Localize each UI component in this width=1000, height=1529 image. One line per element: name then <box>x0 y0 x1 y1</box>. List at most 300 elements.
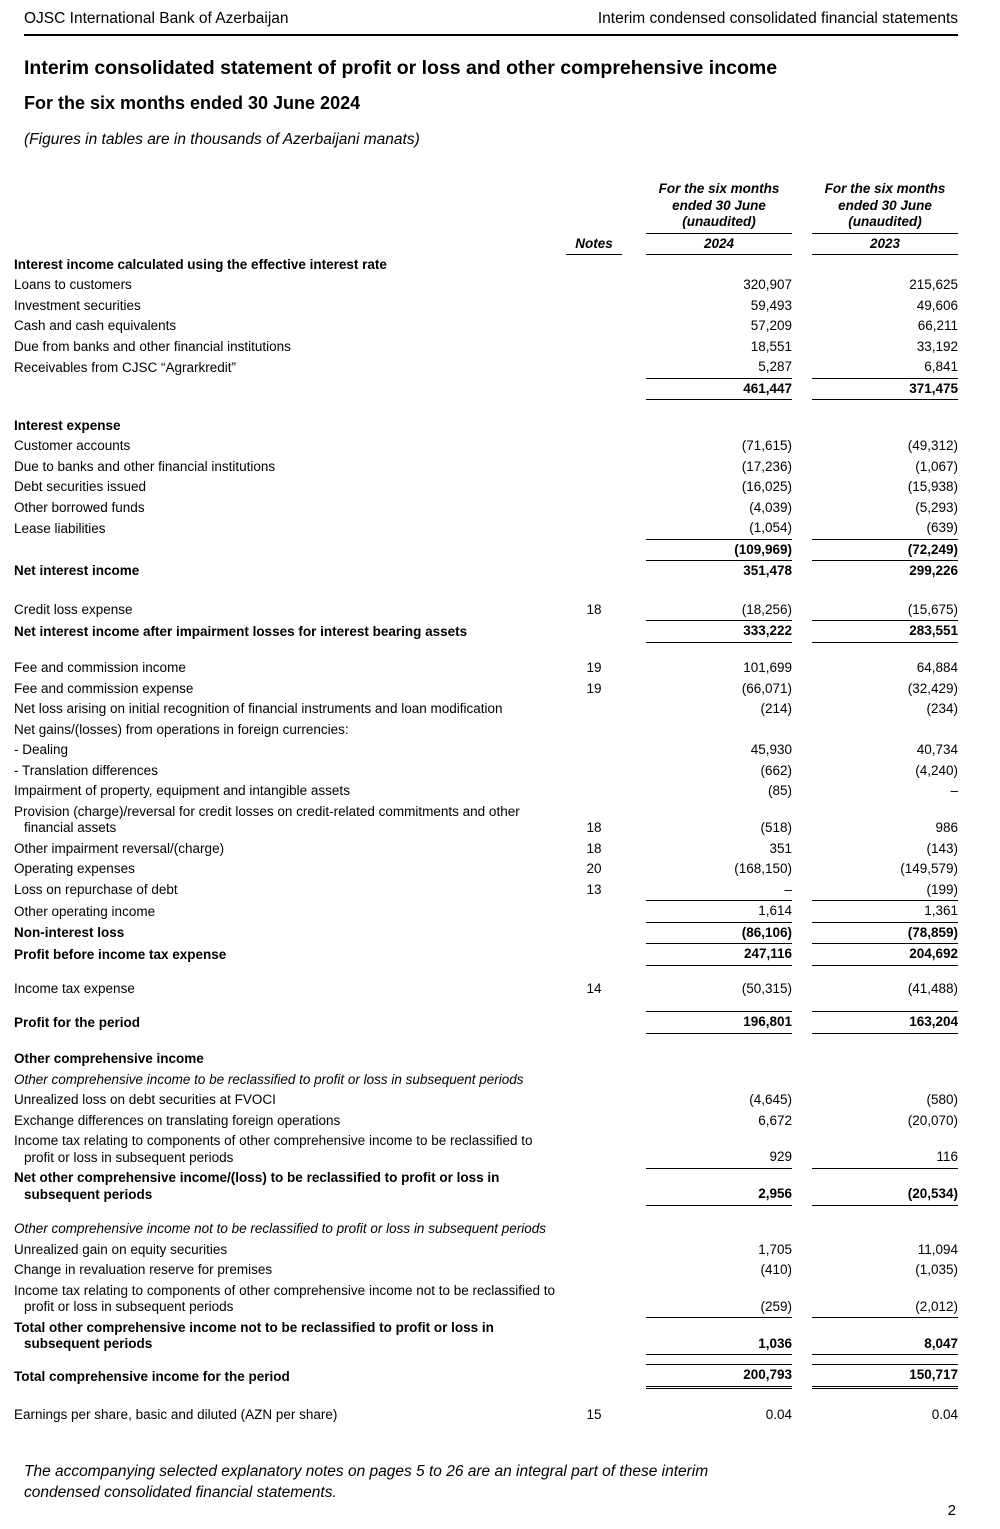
row-note-reference: 13 <box>586 882 602 897</box>
column-gap <box>622 880 646 901</box>
column-gap <box>622 922 646 944</box>
row-value-2023: (72,249) <box>812 539 958 561</box>
row-label: Profit for the period <box>14 1014 140 1030</box>
row-label: Income tax relating to components of other comprehensive income to be reclassified to profit or loss in subsequent periods <box>14 1133 533 1165</box>
column-gap <box>792 922 812 944</box>
row-value-2024 <box>646 416 792 437</box>
column-gap <box>792 1405 812 1426</box>
column-gap <box>622 1260 646 1281</box>
statement-row <box>24 1405 958 1426</box>
row-value-2023: 986 <box>935 820 958 835</box>
row-note-reference <box>566 901 622 923</box>
row-value-2024: 196,801 <box>646 1012 792 1034</box>
row-label: Other operating income <box>14 903 156 919</box>
row-value-2024: (214) <box>760 701 792 716</box>
row-note-reference <box>566 1070 622 1091</box>
row-value-2023 <box>812 255 958 276</box>
row-value-2023: 116 <box>812 1131 958 1168</box>
row-value-2024: 45,930 <box>750 742 792 757</box>
row-note-reference <box>566 944 622 966</box>
column-gap <box>622 740 646 761</box>
column-gap <box>792 416 812 437</box>
row-spacer <box>24 1033 958 1049</box>
column-gap <box>792 1111 812 1132</box>
row-note-reference <box>566 1111 622 1132</box>
column-header-line: For the six months <box>824 181 946 196</box>
column-gap <box>792 561 812 582</box>
column-gap <box>792 761 812 782</box>
column-gap <box>792 901 812 923</box>
row-note-reference <box>566 436 622 457</box>
row-spacer-cell <box>24 1033 958 1049</box>
column-gap <box>792 880 812 901</box>
column-gap <box>622 979 646 1000</box>
row-spacer <box>24 582 958 600</box>
row-value-2023: 64,884 <box>916 660 958 675</box>
row-label: Due from banks and other financial institutions <box>14 338 291 354</box>
row-label: Other comprehensive income not to be reclassified to profit or loss in subsequent periods <box>14 1221 547 1236</box>
column-gap <box>622 720 646 741</box>
row-value-2024 <box>646 1219 792 1240</box>
column-gap <box>792 255 812 276</box>
year-label-2023: 2023 <box>812 233 958 255</box>
row-label: Other comprehensive income <box>14 1051 204 1066</box>
column-gap <box>792 802 812 839</box>
row-value-2023: (20,070) <box>907 1112 958 1128</box>
row-spacer-cell <box>24 642 958 658</box>
column-gap <box>792 296 812 317</box>
explanatory-footnote: The accompanying selected explanatory notes on pages 5 to 26 are an integral part of these interim condensed consolidated financial statements. <box>24 1463 709 1501</box>
row-value-2024: 351 <box>769 840 792 856</box>
row-label: Income tax expense <box>14 981 135 996</box>
row-label: Due to banks and other financial institutions <box>14 458 276 474</box>
row-value-2024: 57,209 <box>750 318 792 333</box>
row-label: Fee and commission income <box>14 660 186 675</box>
row-value-2023: 1,361 <box>812 901 958 923</box>
row-value-2024 <box>646 1070 792 1091</box>
column-gap <box>792 337 812 358</box>
column-gap <box>622 621 646 643</box>
row-label: Earnings per share, basic and diluted (AZN per share) <box>14 1407 338 1422</box>
row-note-reference <box>566 740 622 761</box>
column-gap <box>792 839 812 860</box>
column-gap <box>622 1240 646 1261</box>
column-gap <box>622 316 646 337</box>
row-value-2024: (4,039) <box>749 499 792 515</box>
row-spacer <box>24 400 958 416</box>
row-note-reference <box>566 699 622 720</box>
statement-row <box>24 839 958 860</box>
row-value-2024 <box>646 1049 792 1070</box>
row-value-2023 <box>812 720 958 741</box>
row-value-2023: (143) <box>926 840 958 856</box>
row-value-2023: 40,734 <box>916 742 958 757</box>
column-header-line: ended 30 June <box>838 197 932 213</box>
row-value-2024: 5,287 <box>758 359 792 374</box>
row-note-reference <box>566 275 622 296</box>
row-spacer-cell <box>24 582 958 600</box>
column-gap <box>792 740 812 761</box>
row-value-2024: (662) <box>760 762 792 778</box>
column-gap <box>622 498 646 519</box>
row-note-reference <box>566 561 622 582</box>
row-value-2023: 150,717 <box>812 1365 958 1388</box>
row-note-reference <box>566 477 622 498</box>
empty-cell <box>24 179 566 233</box>
row-value-2024 <box>646 720 792 741</box>
row-value-2023 <box>812 1049 958 1070</box>
row-note-reference <box>566 296 622 317</box>
column-gap <box>792 498 812 519</box>
column-gap <box>622 658 646 679</box>
column-header-line: For the six months <box>658 181 780 196</box>
row-note-reference <box>566 1168 622 1205</box>
column-gap <box>622 296 646 317</box>
statement-row <box>24 561 958 582</box>
statement-row <box>24 357 958 378</box>
row-value-2023: (639) <box>926 520 958 535</box>
statement-row <box>24 922 958 944</box>
row-label: Investment securities <box>14 297 141 313</box>
column-gap <box>622 1365 646 1388</box>
row-label: Net loss arising on initial recognition of financial instruments and loan modification <box>14 701 503 716</box>
column-header-line: (unaudited) <box>682 214 756 229</box>
column-gap <box>622 275 646 296</box>
row-label <box>24 539 566 561</box>
column-gap <box>622 901 646 923</box>
row-value-2024: (86,106) <box>646 922 792 944</box>
row-note-reference <box>566 316 622 337</box>
statement-row <box>24 740 958 761</box>
column-gap <box>622 944 646 966</box>
row-value-2023: 49,606 <box>916 297 958 313</box>
statement-row <box>24 275 958 296</box>
column-gap <box>792 699 812 720</box>
statement-row <box>24 416 958 437</box>
row-label: Net gains/(losses) from operations in foreign currencies: <box>14 721 349 737</box>
column-gap <box>792 1049 812 1070</box>
row-value-2023: (234) <box>926 701 958 716</box>
statement-row <box>24 880 958 901</box>
row-value-2024: (4,645) <box>749 1092 792 1107</box>
row-value-2024: 2,956 <box>646 1168 792 1205</box>
figures-units-note: (Figures in tables are in thousands of Azerbaijani manats) <box>24 131 420 148</box>
column-gap <box>622 600 646 621</box>
column-gap <box>792 1012 812 1034</box>
row-note-reference <box>566 1012 622 1034</box>
row-note-reference: 18 <box>586 820 602 835</box>
column-gap <box>792 357 812 378</box>
column-gap <box>792 1090 812 1111</box>
statement-row <box>24 518 958 539</box>
row-note-reference <box>566 781 622 802</box>
row-value-2023: 204,692 <box>812 944 958 966</box>
column-gap <box>622 337 646 358</box>
column-gap <box>622 255 646 276</box>
row-value-2024: (85) <box>767 783 792 798</box>
row-label: Receivables from CJSC “Agrarkredit” <box>14 359 237 375</box>
row-value-2024: 333,222 <box>646 621 792 643</box>
row-spacer <box>24 642 958 658</box>
row-note-reference <box>566 1365 622 1388</box>
statement-table <box>14 179 958 1426</box>
column-header-row <box>24 179 958 233</box>
row-label: Other borrowed funds <box>14 499 145 515</box>
row-note-reference: 18 <box>586 840 602 856</box>
statement-row <box>24 1090 958 1111</box>
row-value-2024: 18,551 <box>750 338 792 354</box>
column-gap <box>622 699 646 720</box>
row-value-2023: 66,211 <box>917 318 958 333</box>
column-gap <box>792 621 812 643</box>
column-gap <box>792 539 812 561</box>
row-value-2023 <box>812 1070 958 1091</box>
row-value-2023: (1,035) <box>915 1262 958 1277</box>
row-value-2023: (4,240) <box>915 762 958 778</box>
column-header-line: ended 30 June <box>672 197 766 213</box>
column-gap <box>622 679 646 700</box>
statement-row <box>24 457 958 478</box>
column-gap <box>792 1365 812 1388</box>
column-gap <box>622 357 646 378</box>
column-gap <box>622 1168 646 1205</box>
column-gap <box>622 1219 646 1240</box>
statement-row <box>24 761 958 782</box>
statement-row <box>24 1111 958 1132</box>
row-note-reference <box>566 1318 622 1355</box>
row-value-2024: (17,236) <box>741 458 792 474</box>
row-note-reference <box>566 621 622 643</box>
row-value-2023: (1,067) <box>915 458 958 474</box>
row-note-reference: 19 <box>586 660 602 675</box>
row-spacer-cell <box>24 965 958 979</box>
column-gap <box>622 1318 646 1355</box>
statement-row <box>24 498 958 519</box>
statement-row <box>24 600 958 621</box>
empty-cell <box>792 233 812 255</box>
statement-row <box>24 859 958 880</box>
row-value-2024 <box>646 255 792 276</box>
statement-row <box>24 720 958 741</box>
row-note-reference: 15 <box>586 1407 602 1422</box>
column-gap <box>622 781 646 802</box>
column-header-2024 <box>646 179 792 233</box>
column-gap <box>622 1131 646 1168</box>
row-label: Net interest income <box>14 563 140 578</box>
column-gap <box>792 275 812 296</box>
statement-row <box>24 699 958 720</box>
row-note-reference <box>566 1090 622 1111</box>
column-gap <box>622 839 646 860</box>
column-gap <box>622 802 646 839</box>
statement-row <box>24 979 958 1000</box>
row-spacer <box>24 965 958 979</box>
row-value-2024: 1,036 <box>646 1318 792 1355</box>
statement-row <box>24 621 958 643</box>
statement-row <box>24 1318 958 1355</box>
row-note-reference <box>566 498 622 519</box>
row-note-reference <box>566 539 622 561</box>
row-note-reference: 14 <box>586 981 602 996</box>
statement-row <box>24 658 958 679</box>
running-header <box>24 10 958 36</box>
row-label: Debt securities issued <box>14 479 147 494</box>
column-gap <box>792 1131 812 1168</box>
notes-column-label: Notes <box>566 233 622 255</box>
empty-cell <box>792 179 812 233</box>
row-value-2023: 299,226 <box>909 563 958 578</box>
column-gap <box>622 1111 646 1132</box>
row-value-2023: 371,475 <box>812 378 958 400</box>
row-note-reference <box>566 255 622 276</box>
column-gap <box>792 720 812 741</box>
statement-row <box>24 802 958 839</box>
row-spacer-cell <box>24 1000 958 1012</box>
row-label: Total other comprehensive income not to be reclassified to profit or loss in subsequent periods <box>14 1319 494 1351</box>
row-value-2024: (50,315) <box>741 981 792 996</box>
column-gap <box>622 1281 646 1318</box>
row-label: Credit loss expense <box>14 602 133 617</box>
row-note-reference <box>566 720 622 741</box>
column-gap <box>622 518 646 539</box>
row-value-2023: (580) <box>926 1092 958 1107</box>
column-gap <box>622 1090 646 1111</box>
row-note-reference <box>566 761 622 782</box>
column-gap <box>622 561 646 582</box>
row-value-2024: 59,493 <box>750 297 792 313</box>
row-value-2024: 1,614 <box>646 901 792 923</box>
row-note-reference <box>566 357 622 378</box>
row-label: Profit before income tax expense <box>14 946 227 962</box>
running-header-left: OJSC International Bank of Azerbaijan <box>24 10 289 27</box>
column-gap <box>622 1405 646 1426</box>
row-value-2024: (18,256) <box>741 601 792 617</box>
column-gap <box>792 518 812 539</box>
row-value-2023: 11,094 <box>917 1241 958 1257</box>
column-gap <box>622 477 646 498</box>
row-note-reference <box>566 378 622 400</box>
empty-cell <box>566 179 622 233</box>
statement-row <box>24 378 958 400</box>
row-spacer <box>24 1355 958 1365</box>
row-value-2024: (66,071) <box>741 680 792 696</box>
column-gap <box>792 1260 812 1281</box>
row-value-2023: 0.04 <box>931 1407 958 1422</box>
column-gap <box>792 679 812 700</box>
row-label: Loss on repurchase of debt <box>14 882 178 897</box>
column-gap <box>792 1281 812 1318</box>
row-value-2023 <box>812 1219 958 1240</box>
row-label: Net interest income after impairment losses for interest bearing assets <box>14 623 468 639</box>
running-header-right: Interim condensed consolidated financial statements <box>597 10 958 27</box>
row-note-reference: 20 <box>586 861 602 876</box>
row-value-2024: (259) <box>646 1281 792 1318</box>
row-spacer-cell <box>24 400 958 416</box>
column-gap <box>792 600 812 621</box>
row-value-2023: (32,429) <box>907 680 958 696</box>
row-label: Lease liabilities <box>14 520 106 536</box>
row-label: Provision (charge)/reversal for credit losses on credit-related commitments and other financial assets <box>14 803 520 835</box>
row-note-reference <box>566 1219 622 1240</box>
statement-row <box>24 316 958 337</box>
row-value-2023: (199) <box>926 881 958 897</box>
row-spacer-cell <box>24 1387 958 1405</box>
row-value-2023: (15,938) <box>907 479 958 494</box>
row-label: Interest income calculated using the effective interest rate <box>14 256 387 272</box>
column-gap <box>622 761 646 782</box>
row-label: Net other comprehensive income/(loss) to be reclassified to profit or loss in subsequent periods <box>14 1170 500 1202</box>
column-gap <box>792 944 812 966</box>
statement-row <box>24 1049 958 1070</box>
row-value-2023: 6,841 <box>924 359 958 374</box>
column-gap <box>792 436 812 457</box>
row-label: Unrealized gain on equity securities <box>14 1241 228 1257</box>
row-label: Total comprehensive income for the period <box>14 1368 290 1384</box>
row-value-2024: 200,793 <box>646 1365 792 1388</box>
row-value-2023: 33,192 <box>916 338 958 354</box>
row-value-2024: 247,116 <box>646 944 792 966</box>
row-value-2023: 283,551 <box>812 621 958 643</box>
row-note-reference <box>566 1281 622 1318</box>
column-gap <box>622 1012 646 1034</box>
statement-row <box>24 337 958 358</box>
row-note-reference <box>566 922 622 944</box>
column-gap <box>792 781 812 802</box>
row-note-reference <box>566 416 622 437</box>
row-value-2023: 215,625 <box>909 277 958 292</box>
column-gap <box>622 378 646 400</box>
row-value-2024: 6,672 <box>758 1112 792 1128</box>
empty-cell <box>24 233 566 255</box>
row-spacer <box>24 1205 958 1219</box>
row-label: Interest expense <box>14 417 121 433</box>
page-number: 2 <box>947 1502 956 1519</box>
column-gap <box>792 658 812 679</box>
row-value-2023: 8,047 <box>812 1318 958 1355</box>
statement-row <box>24 1131 958 1168</box>
row-value-2023 <box>812 416 958 437</box>
row-label <box>24 378 566 400</box>
row-label: Customer accounts <box>14 438 131 453</box>
row-note-reference <box>566 1260 622 1281</box>
row-value-2023: (20,534) <box>812 1168 958 1205</box>
column-gap <box>792 1318 812 1355</box>
column-gap <box>792 859 812 880</box>
column-gap <box>622 1049 646 1070</box>
row-value-2024: (410) <box>760 1262 792 1277</box>
row-note-reference <box>566 457 622 478</box>
row-label: - Dealing <box>14 742 69 757</box>
row-value-2024: (109,969) <box>646 539 792 561</box>
row-value-2023: (5,293) <box>915 499 958 515</box>
statement-row <box>24 1365 958 1388</box>
column-gap <box>792 477 812 498</box>
row-value-2023: (149,579) <box>900 861 958 876</box>
row-label: Income tax relating to components of other comprehensive income not to be reclassified to profit or loss in subsequent periods <box>14 1282 556 1314</box>
row-note-reference <box>566 1240 622 1261</box>
row-value-2023: (15,675) <box>907 601 958 617</box>
row-value-2024: 320,907 <box>743 277 792 292</box>
column-gap <box>792 457 812 478</box>
row-value-2024: 1,705 <box>758 1241 792 1257</box>
row-value-2024: (16,025) <box>741 479 792 494</box>
row-note-reference <box>566 1049 622 1070</box>
row-value-2023: (49,312) <box>907 438 958 453</box>
row-value-2023: 163,204 <box>812 1012 958 1034</box>
column-gap <box>792 1219 812 1240</box>
row-note-reference <box>566 337 622 358</box>
row-value-2024: 929 <box>646 1131 792 1168</box>
